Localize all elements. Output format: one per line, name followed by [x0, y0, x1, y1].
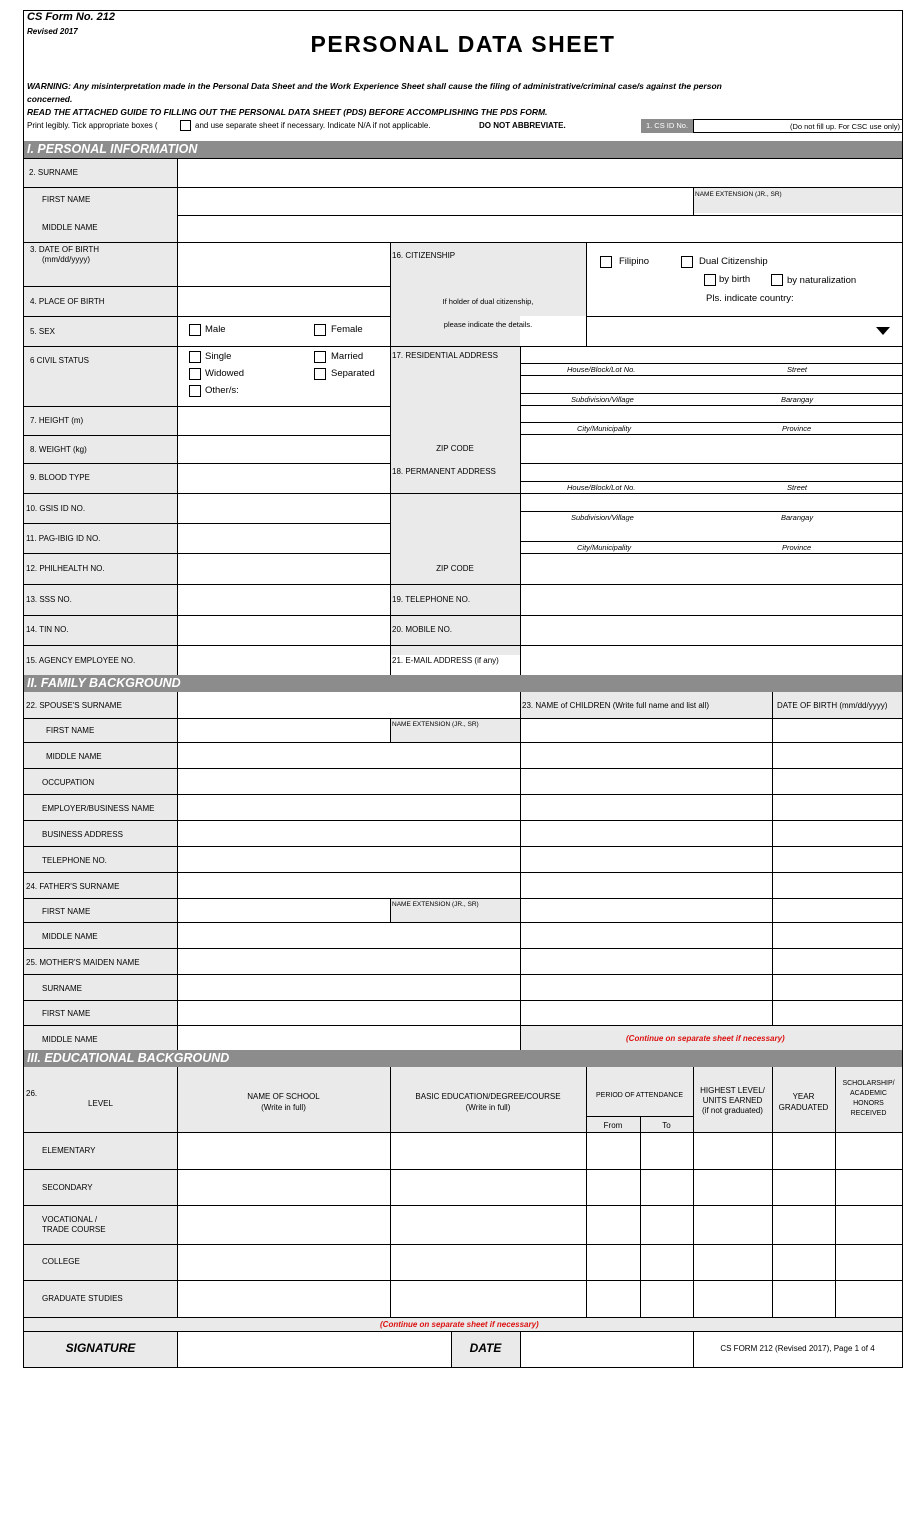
signature-label: SIGNATURE [65, 1341, 136, 1355]
perm-subdivision-label: Subdivision/Village [571, 513, 634, 522]
civil-status-label: 6 CIVIL STATUS [30, 356, 89, 365]
father-first-name-input[interactable] [178, 899, 389, 921]
permanent-address-label: 18. PERMANENT ADDRESS [392, 467, 496, 476]
children-header: 23. NAME of CHILDREN (Write full name and list all) [522, 701, 710, 710]
father-surname-input[interactable] [178, 873, 519, 897]
place-of-birth-input[interactable] [178, 287, 389, 315]
dual-citizenship-checkbox[interactable] [681, 256, 693, 268]
perm-province-label: Province [782, 543, 812, 552]
mobile-input[interactable] [521, 616, 902, 644]
res-zip-label: ZIP CODE [436, 444, 474, 453]
level-vocational: VOCATIONAL / [42, 1215, 98, 1224]
blood-type-label: 9. BLOOD TYPE [30, 473, 90, 482]
section-family-background: II. FAMILY BACKGROUND [24, 675, 902, 692]
employer-label: EMPLOYER/BUSINESS NAME [42, 804, 155, 813]
level-elementary: ELEMENTARY [42, 1146, 96, 1155]
married-checkbox[interactable] [314, 351, 326, 363]
height-label: 7. HEIGHT (m) [30, 416, 84, 425]
employer-input[interactable] [178, 795, 519, 819]
school-name-header-note: (Write in full) [261, 1103, 306, 1112]
height-input[interactable] [178, 407, 389, 434]
weight-input[interactable] [178, 436, 389, 462]
res-street-label: Street [787, 365, 808, 374]
mother-maiden-label: 25. MOTHER'S MAIDEN NAME [26, 958, 140, 967]
from-header: From [603, 1121, 623, 1130]
res-zip-input[interactable] [521, 435, 902, 462]
dual-citizenship-label: Dual Citizenship [699, 256, 768, 267]
surname-label: 2. SURNAME [29, 168, 78, 177]
year-header: YEAR [792, 1092, 815, 1101]
mother-surname-input[interactable] [178, 975, 519, 999]
philhealth-input[interactable] [178, 554, 389, 583]
citizenship-label: 16. CITIZENSHIP [392, 251, 456, 260]
spouse-name-ext-label: NAME EXTENSION (JR., SR) [392, 721, 479, 728]
to-header: To [662, 1121, 671, 1130]
philhealth-label: 12. PHILHEALTH NO. [26, 564, 105, 573]
page-footer: CS FORM 212 (Revised 2017), Page 1 of 4 [720, 1344, 875, 1353]
level-graduate-studies: GRADUATE STUDIES [42, 1294, 123, 1303]
place-of-birth-label: 4. PLACE OF BIRTH [30, 297, 105, 306]
res-city-label: City/Municipality [577, 424, 632, 433]
middle-name-input[interactable] [178, 216, 902, 241]
country-dropdown[interactable] [587, 317, 902, 345]
male-checkbox[interactable] [189, 324, 201, 336]
sss-input[interactable] [178, 585, 389, 614]
chevron-down-icon[interactable] [876, 327, 890, 335]
section-educational-background: III. EDUCATIONAL BACKGROUND [24, 1050, 902, 1067]
others-label: Other/s: [205, 385, 239, 396]
school-name-header: NAME OF SCHOOL [247, 1092, 320, 1101]
page-title: PERSONAL DATA SHEET [310, 31, 616, 57]
warning-text-cont: concerned. [27, 94, 73, 104]
single-label: Single [205, 351, 232, 362]
spouse-telephone-input[interactable] [178, 847, 519, 871]
email-label: 21. E-MAIL ADDRESS (if any) [392, 656, 499, 665]
separated-checkbox[interactable] [314, 368, 326, 380]
father-surname-label: 24. FATHER'S SURNAME [26, 882, 120, 891]
read-guide-text: READ THE ATTACHED GUIDE TO FILLING OUT THE PERSONAL DATA SHEET (PDS) BEFORE ACCOMPLISHING THE PDS FORM. [27, 107, 548, 117]
telephone-label: 19. TELEPHONE NO. [392, 595, 471, 604]
dob-label: 3. DATE OF BIRTH [30, 245, 100, 254]
father-name-ext-label: NAME EXTENSION (JR., SR) [392, 901, 479, 908]
widowed-checkbox[interactable] [189, 368, 201, 380]
spouse-telephone-label: TELEPHONE NO. [42, 856, 107, 865]
res-subdivision-label: Subdivision/Village [571, 395, 634, 404]
pagibig-label: 11. PAG-IBIG ID NO. [26, 534, 101, 543]
by-birth-label: by birth [719, 274, 751, 285]
perm-house-label: House/Block/Lot No. [567, 483, 636, 492]
not-graduated-header: (if not graduated) [702, 1106, 763, 1115]
academic-header: ACADEMIC [850, 1090, 887, 1097]
first-name-label: FIRST NAME [42, 195, 91, 204]
mother-middle-name-input[interactable] [178, 1026, 519, 1049]
section-personal-information: I. PERSONAL INFORMATION [24, 141, 902, 158]
honors-header: HONORS [853, 1100, 884, 1107]
spouse-middle-name-label: MIDDLE NAME [46, 752, 102, 761]
form-number: CS Form No. 212 [27, 11, 116, 23]
pagibig-input[interactable] [178, 524, 389, 552]
units-earned-header: UNITS EARNED [702, 1096, 763, 1105]
filipino-checkbox[interactable] [600, 256, 612, 268]
spouse-middle-name-input[interactable] [178, 743, 519, 767]
mobile-label: 20. MOBILE NO. [392, 625, 453, 634]
sss-label: 13. SSS NO. [26, 595, 72, 604]
dob-input[interactable] [178, 243, 389, 285]
date-input[interactable] [521, 1332, 692, 1367]
child-dob-header: DATE OF BIRTH (mm/dd/yyyy) [777, 701, 888, 710]
perm-street-label: Street [787, 483, 808, 492]
filipino-label: Filipino [619, 256, 650, 267]
highest-level-header: HIGHEST LEVEL/ [700, 1086, 765, 1095]
cs-id-note: (Do not fill up. For CSC use only) [789, 122, 900, 131]
middle-name-label: MIDDLE NAME [42, 223, 98, 232]
warning-text: WARNING: Any misinterpretation made in the Personal Data Sheet and the Work Experience Sheet shall cause the filing of administrative/criminal case/s against the person [27, 81, 722, 91]
widowed-label: Widowed [205, 368, 245, 379]
business-address-label: BUSINESS ADDRESS [42, 830, 123, 839]
res-house-input[interactable] [521, 347, 902, 362]
course-header: BASIC EDUCATION/DEGREE/COURSE [415, 1092, 561, 1101]
spouse-surname-label: 22. SPOUSE'S SURNAME [26, 701, 122, 710]
level-header: LEVEL [88, 1099, 113, 1108]
father-middle-name-input[interactable] [178, 923, 519, 947]
female-label: Female [331, 324, 363, 335]
education-table-body[interactable] [178, 1133, 902, 1316]
mother-first-name-label: FIRST NAME [42, 1009, 91, 1018]
res-barangay-label: Barangay [781, 395, 814, 404]
first-name-input[interactable] [178, 188, 692, 214]
blood-type-input[interactable] [178, 464, 389, 492]
dob-format-label: (mm/dd/yyyy) [42, 255, 90, 264]
occupation-input[interactable] [178, 769, 519, 793]
res-province-label: Province [782, 424, 812, 433]
revision-label: Revised 2017 [27, 27, 78, 36]
received-header: RECEIVED [850, 1110, 887, 1117]
weight-label: 8. WEIGHT (kg) [30, 445, 87, 454]
tin-label: 14. TIN NO. [26, 625, 69, 634]
email-input[interactable] [521, 646, 902, 674]
cs-id-label: 1. CS ID No. [641, 119, 693, 133]
family-continue-note: (Continue on separate sheet if necessary) [626, 1034, 785, 1043]
father-first-name-label: FIRST NAME [42, 907, 91, 916]
perm-barangay-label: Barangay [781, 513, 814, 522]
telephone-input[interactable] [521, 585, 902, 614]
by-naturalization-label: by naturalization [787, 275, 857, 286]
female-checkbox[interactable] [314, 324, 326, 336]
name-extension-label: NAME EXTENSION (JR., SR) [695, 191, 782, 198]
level-trade-course: TRADE COURSE [42, 1225, 106, 1234]
by-naturalization-checkbox[interactable] [771, 274, 783, 286]
male-label: Male [205, 324, 226, 335]
education-number: 26. [26, 1089, 38, 1098]
print-legibly-text: Print legibly. Tick appropriate boxes ( [27, 121, 158, 130]
spouse-first-name-label: FIRST NAME [46, 726, 95, 735]
father-middle-name-label: MIDDLE NAME [42, 932, 98, 941]
gsis-input[interactable] [178, 494, 389, 522]
residential-address-label: 17. RESIDENTIAL ADDRESS [392, 351, 498, 360]
period-header: PERIOD OF ATTENDANCE [596, 1092, 683, 1099]
agency-employee-label: 15. AGENCY EMPLOYEE NO. [26, 656, 136, 665]
by-birth-checkbox[interactable] [704, 274, 716, 286]
scholarship-header: SCHOLARSHIP/ [842, 1080, 895, 1087]
signature-input[interactable] [178, 1332, 450, 1367]
tin-input[interactable] [178, 616, 389, 644]
do-not-abbreviate: DO NOT ABBREVIATE. [479, 121, 566, 130]
dual-holder-note-2: please indicate the details. [443, 320, 533, 329]
agency-employee-input[interactable] [178, 646, 389, 674]
gsis-label: 10. GSIS ID NO. [26, 504, 86, 513]
others-checkbox[interactable] [189, 385, 201, 397]
mother-first-name-input[interactable] [178, 1001, 519, 1024]
surname-input[interactable] [178, 159, 902, 186]
dual-holder-note: If holder of dual citizenship, [442, 297, 534, 306]
separated-label: Separated [331, 368, 375, 379]
single-checkbox[interactable] [189, 351, 201, 363]
perm-zip-label: ZIP CODE [436, 564, 474, 573]
perm-city-label: City/Municipality [577, 543, 632, 552]
level-college: COLLEGE [42, 1257, 80, 1266]
date-label: DATE [469, 1341, 502, 1355]
level-secondary: SECONDARY [42, 1183, 93, 1192]
res-house-label: House/Block/Lot No. [567, 365, 636, 374]
married-label: Married [331, 351, 364, 362]
print-legibly-text-2: and use separate sheet if necessary. Indicate N/A if not applicable. [195, 121, 431, 130]
spouse-surname-input[interactable] [178, 693, 519, 717]
spouse-first-name-input[interactable] [178, 719, 389, 741]
perm-zip-input[interactable] [521, 554, 902, 583]
indicate-country-label: Pls. indicate country: [706, 293, 794, 304]
graduated-header: GRADUATED [778, 1103, 829, 1112]
occupation-label: OCCUPATION [42, 778, 95, 787]
education-continue-note: (Continue on separate sheet if necessary) [380, 1320, 539, 1329]
mother-middle-name-label: MIDDLE NAME [42, 1035, 98, 1044]
mother-surname-label: SURNAME [42, 984, 83, 993]
personal-data-sheet-form [23, 10, 903, 1368]
sex-label: 5. SEX [30, 327, 55, 336]
business-address-input[interactable] [178, 821, 519, 845]
course-header-note: (Write in full) [465, 1103, 511, 1112]
